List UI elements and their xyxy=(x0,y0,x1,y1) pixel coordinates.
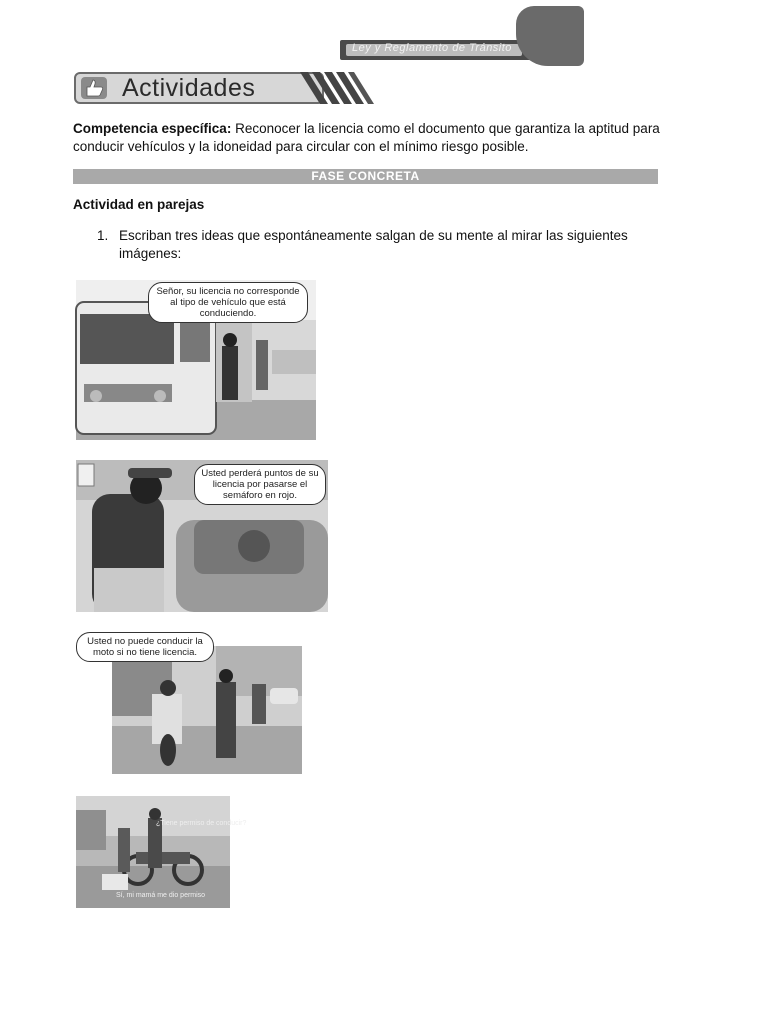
competency-paragraph xyxy=(73,120,663,156)
list-item-number: 1. xyxy=(97,228,109,243)
speech-bubble: Usted perderá puntos de su licencia por pasarse el semáforo en rojo. xyxy=(194,464,326,505)
photo-officer-car xyxy=(76,460,328,612)
section-label: Ley y Reglamento de Tránsito xyxy=(352,42,512,54)
image-caption: Sí, mi mamá me dio permiso xyxy=(116,892,206,899)
thumbs-up-icon xyxy=(80,76,108,100)
photo-motorcycle-stop xyxy=(76,632,302,774)
speech-bubble: Usted no puede conducir la moto si no tiene licencia. xyxy=(76,632,214,662)
phase-bar: FASE CONCRETA xyxy=(73,169,658,184)
speech-bubble: Señor, su licencia no corresponde al tipo de vehículo que está conduciendo. xyxy=(148,282,308,323)
banner-stripes-decoration xyxy=(300,72,374,104)
page-title: Actividades xyxy=(122,74,256,102)
competency-text: Reconocer la licencia como el documento que garantiza la aptitud para conducir vehículos y la idoneidad para circular con el mínimo riesgo posible. xyxy=(73,121,660,154)
photo-bus-officer xyxy=(76,280,316,440)
section-header-tab xyxy=(340,6,584,66)
header-decoration xyxy=(516,6,584,66)
activity-title: Actividad en parejas xyxy=(73,197,205,212)
competency-label: Competencia específica: xyxy=(73,121,232,136)
image-question-text: ¿Tiene permiso de conducir? xyxy=(156,820,247,827)
activities-banner xyxy=(74,70,374,106)
list-item-text: Escriban tres ideas que espontáneamente salgan de su mente al mirar las siguientes imágenes: xyxy=(119,228,628,261)
photo-permission-joke xyxy=(76,796,247,908)
